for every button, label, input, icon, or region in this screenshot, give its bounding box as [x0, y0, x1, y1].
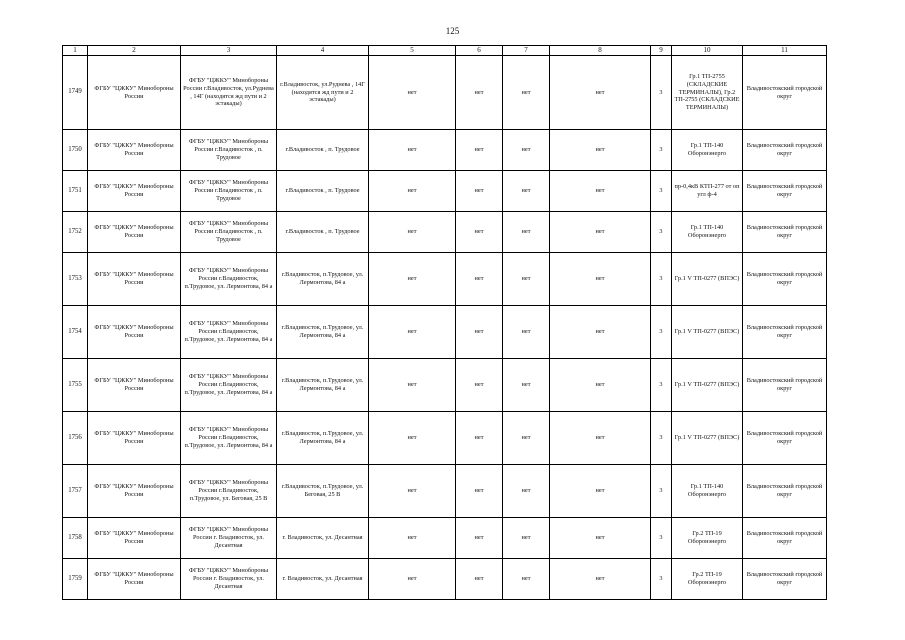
power-source-cell: пр-0,4кВ КТП-277 от оп угл ф-4: [672, 171, 743, 212]
district-cell: Владивостокский городской округ: [743, 212, 827, 253]
column-header: 5: [369, 46, 456, 56]
col9-cell: 3: [651, 306, 672, 359]
col8-cell: нет: [550, 306, 651, 359]
address-cell: г.Владивосток, п.Трудовое, ул. Лермонтова, 84 а: [277, 253, 369, 306]
row-number: 1750: [63, 130, 88, 171]
col8-cell: нет: [550, 465, 651, 518]
col9-cell: 3: [651, 171, 672, 212]
col7-cell: нет: [503, 130, 550, 171]
col6-cell: нет: [456, 518, 503, 559]
power-source-cell: Гр.1 V ТП-0277 (ВПЭС): [672, 306, 743, 359]
col6-cell: нет: [456, 359, 503, 412]
organization-cell: ФГБУ "ЦЖКУ" Минобороны России: [88, 253, 181, 306]
col7-cell: нет: [503, 306, 550, 359]
table-row: [63, 253, 827, 306]
row-number: 1759: [63, 559, 88, 600]
district-cell: Владивостокский городской округ: [743, 465, 827, 518]
col7-cell: нет: [503, 212, 550, 253]
organization-cell: ФГБУ "ЦЖКУ" Минобороны России: [88, 56, 181, 130]
holder-cell: ФГБУ "ЦЖКУ" Минобороны России г.Владивосток, п.Трудовое, ул. Лермонтова, 84 а: [181, 253, 277, 306]
col5-cell: нет: [369, 359, 456, 412]
row-number: 1756: [63, 412, 88, 465]
holder-cell: ФГБУ "ЦЖКУ" Минобороны России г. Владивосток, ул. Десантная: [181, 559, 277, 600]
column-header: 1: [63, 46, 88, 56]
col6-cell: нет: [456, 56, 503, 130]
table-row: [63, 306, 827, 359]
row-number: 1758: [63, 518, 88, 559]
col6-cell: нет: [456, 559, 503, 600]
col7-cell: нет: [503, 253, 550, 306]
district-cell: Владивостокский городской округ: [743, 518, 827, 559]
col8-cell: нет: [550, 130, 651, 171]
holder-cell: ФГБУ "ЦЖКУ" Минобороны России г.Владивосток, ул.Руднева , 14Г (находятся жд пути и 2 эстакады): [181, 56, 277, 130]
col6-cell: нет: [456, 465, 503, 518]
col5-cell: нет: [369, 518, 456, 559]
address-cell: г.Владивосток, п.Трудовое, ул. Лермонтова, 84 а: [277, 306, 369, 359]
col9-cell: 3: [651, 130, 672, 171]
col6-cell: нет: [456, 412, 503, 465]
power-source-cell: Гр.1 V ТП-0277 (ВПЭС): [672, 253, 743, 306]
power-source-cell: Гр.1 ТП-2755 (СКЛАДСКИЕ ТЕРМИНАЛЫ), Гр.2 ТП-2755 (СКЛАДСКИЕ ТЕРМИНАЛЫ): [672, 56, 743, 130]
col6-cell: нет: [456, 171, 503, 212]
col6-cell: нет: [456, 306, 503, 359]
col9-cell: 3: [651, 518, 672, 559]
table-row: [63, 412, 827, 465]
district-cell: Владивостокский городской округ: [743, 253, 827, 306]
col7-cell: нет: [503, 518, 550, 559]
address-cell: г.Владивосток, п.Трудовое, ул. Беговая, 25 В: [277, 465, 369, 518]
district-cell: Владивостокский городской округ: [743, 130, 827, 171]
col9-cell: 3: [651, 465, 672, 518]
col6-cell: нет: [456, 212, 503, 253]
col7-cell: нет: [503, 171, 550, 212]
col8-cell: нет: [550, 212, 651, 253]
col6-cell: нет: [456, 253, 503, 306]
power-source-cell: Гр.1 ТП-140 Оборонэнерго: [672, 465, 743, 518]
col9-cell: 3: [651, 212, 672, 253]
district-cell: Владивостокский городской округ: [743, 56, 827, 130]
row-number: 1754: [63, 306, 88, 359]
district-cell: Владивостокский городской округ: [743, 359, 827, 412]
column-header-row: [63, 46, 827, 56]
col5-cell: нет: [369, 465, 456, 518]
address-cell: г.Владивосток, ул.Руднева , 14Г (находятся жд пути и 2 эстакады): [277, 56, 369, 130]
power-source-cell: Гр.2 ТП-19 Оборонэнерго: [672, 518, 743, 559]
registry-table: [62, 45, 827, 600]
row-number: 1755: [63, 359, 88, 412]
row-number: 1749: [63, 56, 88, 130]
column-header: 7: [503, 46, 550, 56]
power-source-cell: Гр.1 ТП-140 Оборонэнерго: [672, 212, 743, 253]
col8-cell: нет: [550, 559, 651, 600]
col9-cell: 3: [651, 559, 672, 600]
table-row: [63, 130, 827, 171]
col9-cell: 3: [651, 253, 672, 306]
address-cell: г.Владивосток , п. Трудовое: [277, 171, 369, 212]
col9-cell: 3: [651, 56, 672, 130]
col6-cell: нет: [456, 130, 503, 171]
holder-cell: ФГБУ "ЦЖКУ" Минобороны России г.Владивосток, п.Трудовое, ул. Беговая, 25 В: [181, 465, 277, 518]
holder-cell: ФГБУ "ЦЖКУ" Минобороны России г.Владивосток , п. Трудовое: [181, 212, 277, 253]
column-header: 11: [743, 46, 827, 56]
column-header: 2: [88, 46, 181, 56]
organization-cell: ФГБУ "ЦЖКУ" Минобороны России: [88, 518, 181, 559]
column-header: 10: [672, 46, 743, 56]
table-row: [63, 559, 827, 600]
col8-cell: нет: [550, 171, 651, 212]
column-header: 4: [277, 46, 369, 56]
col5-cell: нет: [369, 212, 456, 253]
power-source-cell: Гр.1 V ТП-0277 (ВПЭС): [672, 412, 743, 465]
col7-cell: нет: [503, 559, 550, 600]
address-cell: г.Владивосток, п.Трудовое, ул. Лермонтова, 84 а: [277, 359, 369, 412]
col9-cell: 3: [651, 359, 672, 412]
col8-cell: нет: [550, 56, 651, 130]
address-cell: г.Владивосток , п. Трудовое: [277, 130, 369, 171]
row-number: 1753: [63, 253, 88, 306]
col5-cell: нет: [369, 56, 456, 130]
col7-cell: нет: [503, 412, 550, 465]
table-row: [63, 56, 827, 130]
power-source-cell: Гр.1 ТП-140 Оборонэнерго: [672, 130, 743, 171]
col5-cell: нет: [369, 559, 456, 600]
column-header: 3: [181, 46, 277, 56]
col7-cell: нет: [503, 465, 550, 518]
table-row: [63, 518, 827, 559]
col7-cell: нет: [503, 359, 550, 412]
organization-cell: ФГБУ "ЦЖКУ" Минобороны России: [88, 171, 181, 212]
district-cell: Владивостокский городской округ: [743, 306, 827, 359]
district-cell: Владивостокский городской округ: [743, 559, 827, 600]
col5-cell: нет: [369, 412, 456, 465]
organization-cell: ФГБУ "ЦЖКУ" Минобороны России: [88, 412, 181, 465]
district-cell: Владивостокский городской округ: [743, 171, 827, 212]
holder-cell: ФГБУ "ЦЖКУ" Минобороны России г.Владивосток , п. Трудовое: [181, 171, 277, 212]
address-cell: г. Владивосток, ул. Десантная: [277, 518, 369, 559]
power-source-cell: Гр.1 V ТП-0277 (ВПЭС): [672, 359, 743, 412]
col5-cell: нет: [369, 306, 456, 359]
column-header: 8: [550, 46, 651, 56]
table-row: [63, 465, 827, 518]
col8-cell: нет: [550, 253, 651, 306]
col9-cell: 3: [651, 412, 672, 465]
holder-cell: ФГБУ "ЦЖКУ" Минобороны России г.Владивосток, п.Трудовое, ул. Лермонтова, 84 а: [181, 359, 277, 412]
holder-cell: ФГБУ "ЦЖКУ" Минобороны России г.Владивосток , п. Трудовое: [181, 130, 277, 171]
address-cell: г.Владивосток , п. Трудовое: [277, 212, 369, 253]
table-row: [63, 171, 827, 212]
column-header: 9: [651, 46, 672, 56]
address-cell: г.Владивосток, п.Трудовое, ул. Лермонтова, 84 а: [277, 412, 369, 465]
col8-cell: нет: [550, 412, 651, 465]
col8-cell: нет: [550, 518, 651, 559]
page-number: 125: [445, 26, 460, 36]
organization-cell: ФГБУ "ЦЖКУ" Минобороны России: [88, 130, 181, 171]
organization-cell: ФГБУ "ЦЖКУ" Минобороны России: [88, 212, 181, 253]
row-number: 1752: [63, 212, 88, 253]
organization-cell: ФГБУ "ЦЖКУ" Минобороны России: [88, 359, 181, 412]
col5-cell: нет: [369, 130, 456, 171]
row-number: 1751: [63, 171, 88, 212]
district-cell: Владивостокский городской округ: [743, 412, 827, 465]
table-row: [63, 212, 827, 253]
column-header: 6: [456, 46, 503, 56]
col5-cell: нет: [369, 253, 456, 306]
row-number: 1757: [63, 465, 88, 518]
table-row: [63, 359, 827, 412]
address-cell: г. Владивосток, ул. Десантная: [277, 559, 369, 600]
holder-cell: ФГБУ "ЦЖКУ" Минобороны России г. Владивосток, ул. Десантная: [181, 518, 277, 559]
organization-cell: ФГБУ "ЦЖКУ" Минобороны России: [88, 559, 181, 600]
holder-cell: ФГБУ "ЦЖКУ" Минобороны России г.Владивосток, п.Трудовое, ул. Лермонтова, 84 а: [181, 412, 277, 465]
organization-cell: ФГБУ "ЦЖКУ" Минобороны России: [88, 465, 181, 518]
holder-cell: ФГБУ "ЦЖКУ" Минобороны России г.Владивосток, п.Трудовое, ул. Лермонтова, 84 а: [181, 306, 277, 359]
power-source-cell: Гр.2 ТП-19 Оборонэнерго: [672, 559, 743, 600]
col8-cell: нет: [550, 359, 651, 412]
col5-cell: нет: [369, 171, 456, 212]
col7-cell: нет: [503, 56, 550, 130]
organization-cell: ФГБУ "ЦЖКУ" Минобороны России: [88, 306, 181, 359]
